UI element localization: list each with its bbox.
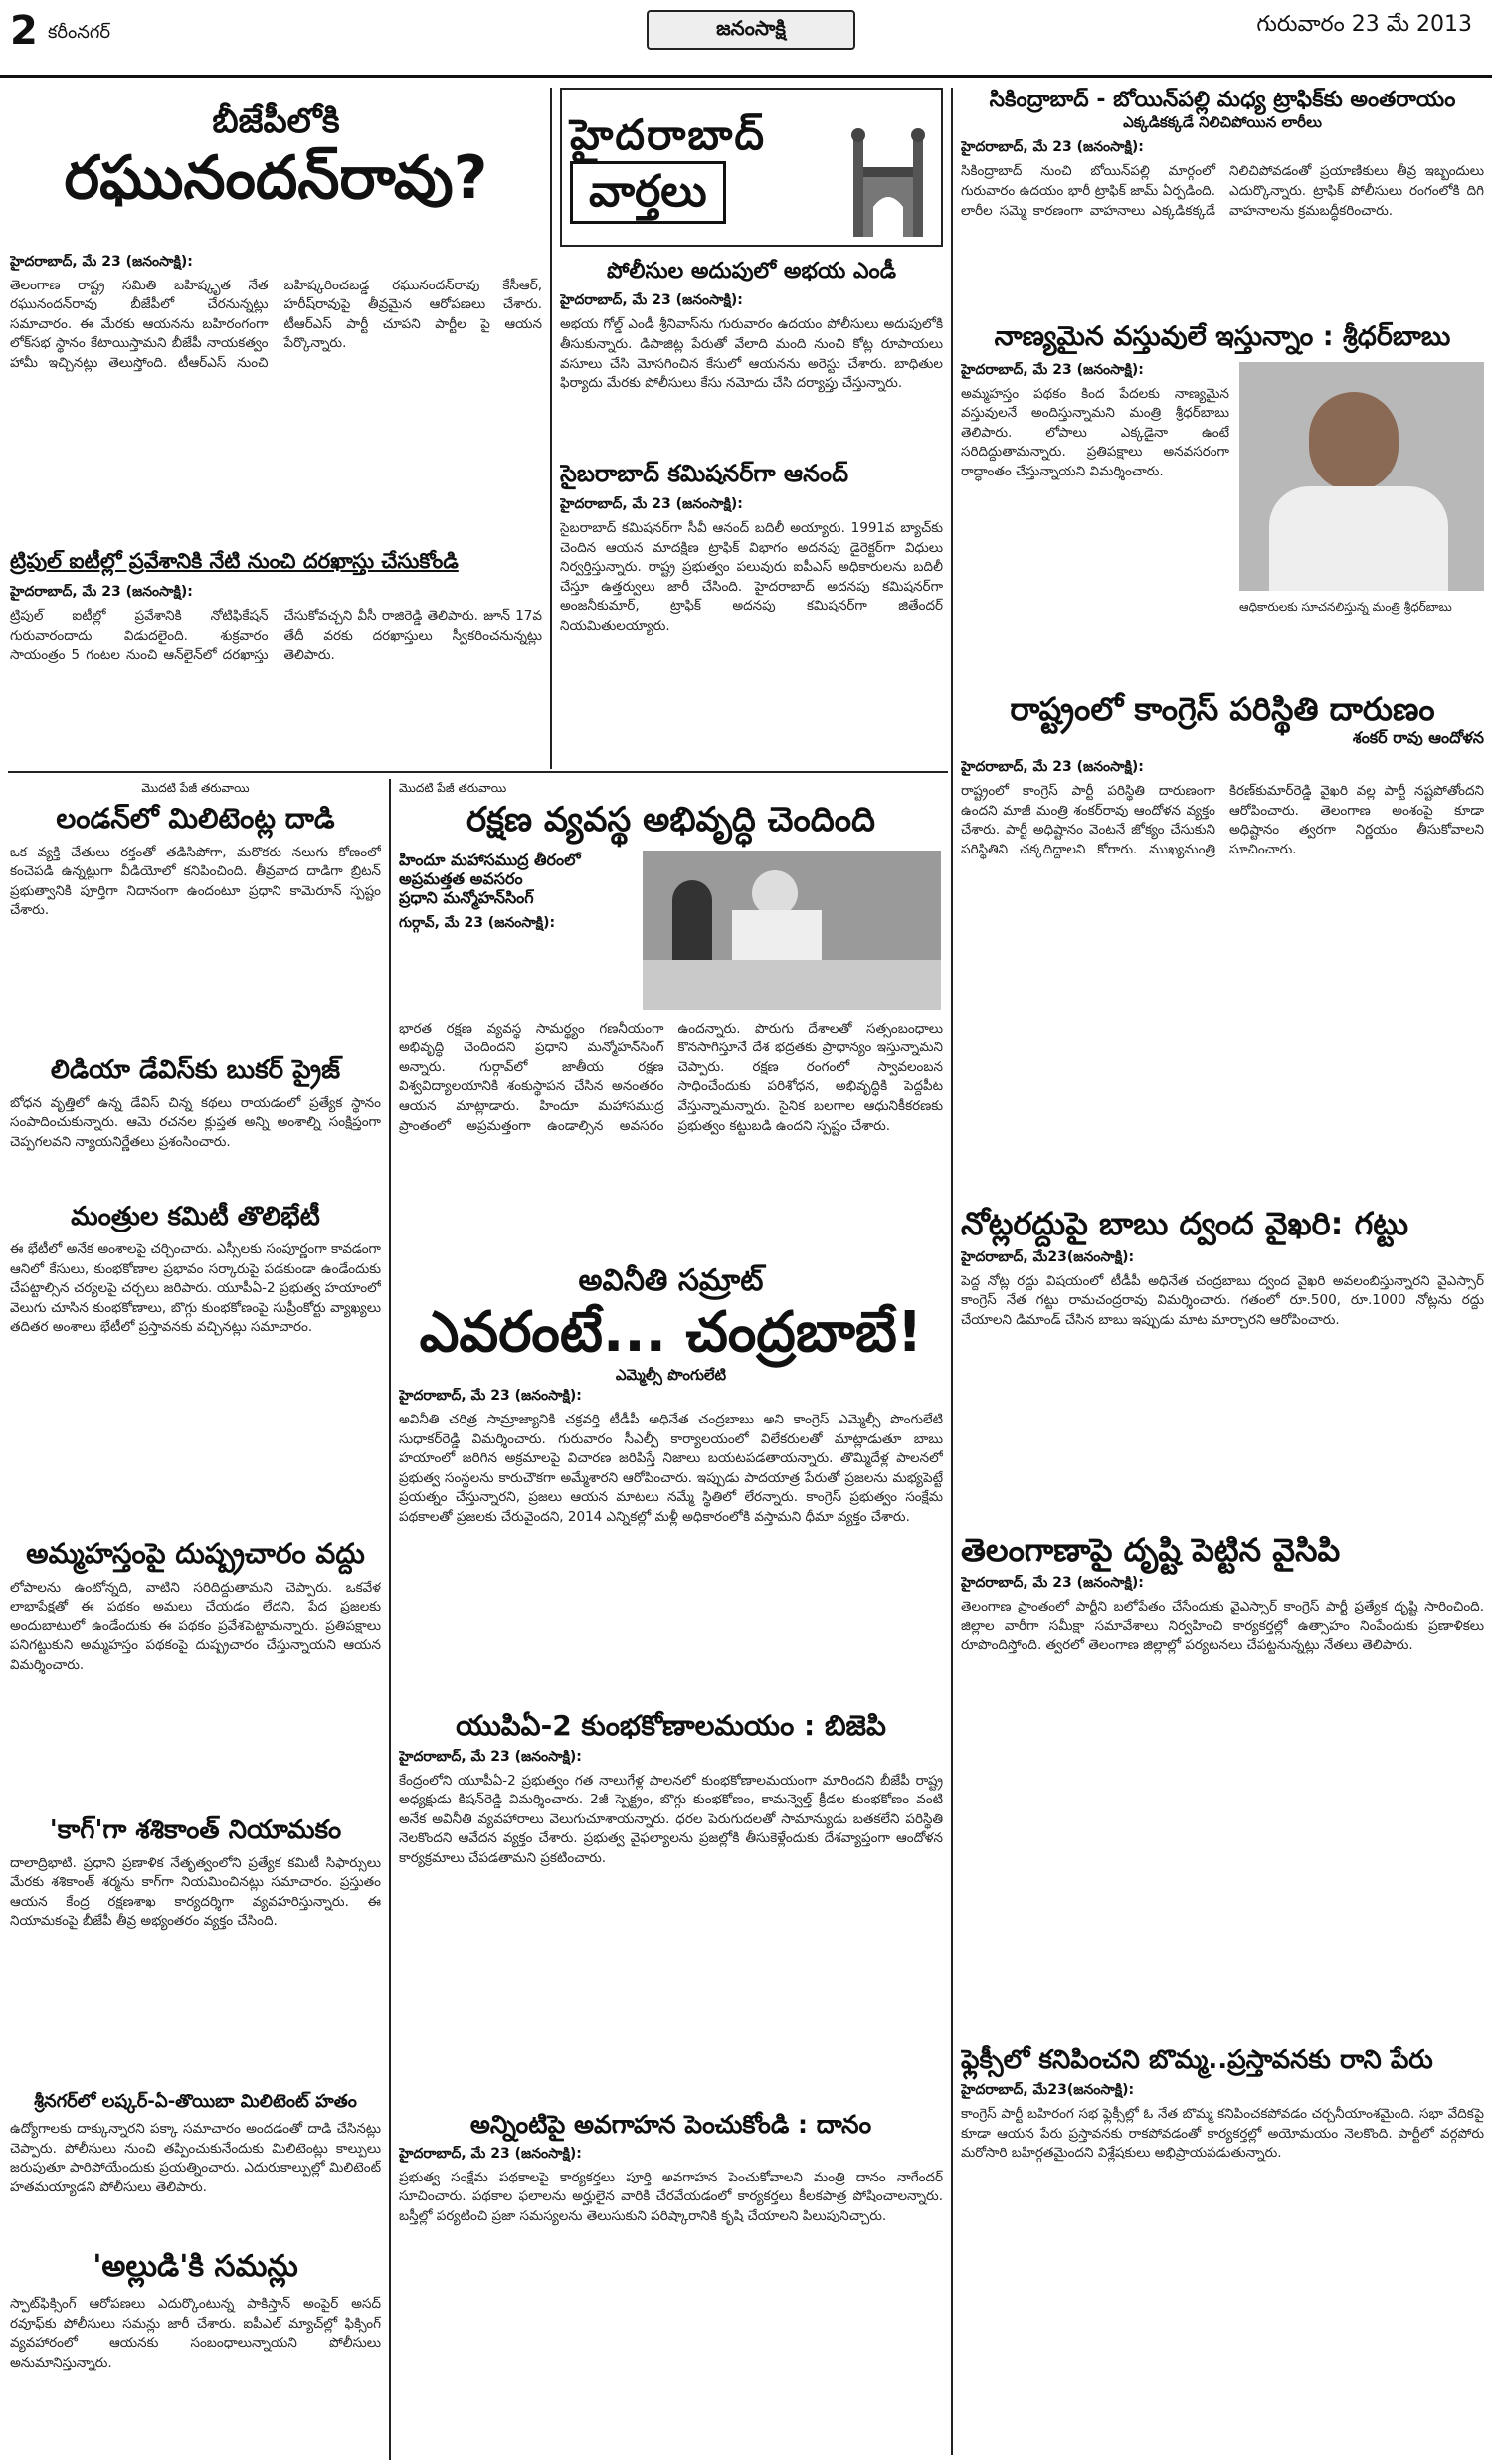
headline-iiit: ట్రిపుల్‌ ఐటీల్లో ప్రవేశానికి నేటి నుంచి దరఖాస్తు చేసుకోండి bbox=[10, 548, 459, 573]
charminar-icon bbox=[843, 97, 933, 237]
headline-srinagar: శ్రీనగర్‌లో లష్కర్‌-ఏ-తొయిబా మిలిటెంట్‌ హతం bbox=[34, 2090, 357, 2112]
headline-cag: 'కాగ్‌'గా శశికాంత్‌ నియామకం bbox=[49, 1814, 342, 1845]
byline: హైదరాబాద్‌, మే 23 (జనంసాక్షి): bbox=[560, 496, 743, 513]
defence-sub-3: ప్రధాని మన్మోహన్‌సింగ్‌ bbox=[399, 888, 534, 908]
headline-ysrcp: తెలంగాణాపై దృష్టి పెట్టిన వైసిపి bbox=[961, 1530, 1341, 1569]
headline-ammahastam: అమ్మహస్తంపై దుష్ప్రచారం వద్దు bbox=[26, 1536, 365, 1570]
article-body: ట్రిపుల్‌ ఐటీల్లో ప్రవేశానికి నోటిఫికేషన్‌ గురువారందాదు విడుదలైంది. శుక్రవారం సాయంత్రం 5 గంటల నుంచి ఆన్‌లైన్‌లో దరఖాస్తు చేసుకోవచ్చని వీసీ రాజిరెడ్డి తెలిపారు. జూన్‌ 17వ తేదీ వరకు దరఖాస్తులు స్వీకరించనున్నట్లు తెలిపారు. bbox=[10, 607, 542, 663]
byline: హైదరాబాద్‌, మే 23 (జనంసాక్షి): bbox=[10, 583, 193, 600]
column-right bbox=[961, 88, 1484, 2455]
continued-label: మొదటి పేజీ తరువాయి bbox=[399, 781, 507, 795]
headline-flexi: ఫ్లెక్సీలో కనిపించని బొమ్మ..ప్రస్తావనకు రాని పేరు bbox=[961, 2044, 1433, 2075]
article-body: తెలంగాణ రాష్ట్ర సమితి బహిష్కృత నేత రఘునందన్‌రావు బీజేపీలో చేరనున్నట్లు సమాచారం. ఈ మేరకు ఆయనను బహిరంగంగా లోక్‌సభ స్థానం కేటాయిస్తామని బీజేపీ నాయకత్వం హామీ ఇచ్చినట్లు తెలుస్తోంది. టీఆర్‌ఎస్‌ నుంచి బహిష్కరించబడ్డ రఘునందన్‌రావు కేసీఆర్‌, హరీష్‌రావుపై తీవ్రమైన ఆరోపణలు చేశారు. టీఆర్‌ఎస్‌ పార్టీ చూపని పార్టీల పై ఆయన పేర్కొన్నారు. bbox=[10, 277, 542, 372]
column-center-lower bbox=[399, 781, 943, 2457]
byline: హైదరాబాద్‌, మే 23 (జనంసాక్షి): bbox=[399, 1748, 582, 1765]
article-body: అమ్మహస్తం పథకం కింద పేదలకు నాణ్యమైన వస్తువులనే అందిస్తున్నామని మంత్రి శ్రీధర్‌బాబు తెలిపారు. లోపాలు ఎక్కడైనా ఉంటే సరిదిద్దుతామన్నారు. ప్రతిపక్షాలు అనవసరంగా రాద్ధాంతం చేస్తున్నాయని విమర్శించారు. bbox=[961, 385, 1229, 480]
article-body: కాంగ్రెస్‌ పార్టీ బహిరంగ సభ ఫ్లెక్సీల్లో ఓ నేత బొమ్మ కనిపించకపోవడం చర్చనీయాంశమైంది. సభా వేదికపై కూడా ఆయన పేరు ప్రస్తావనకు రాకపోవడంతో కార్యకర్తల్లో అయోమయం నెలకొంది. పార్టీలో వర్గపోరు మరోసారి బహిర్గతమైందని విశ్లేషకులు అభిప్రాయపడుతున్నారు. bbox=[961, 2106, 1484, 2162]
article-body: ఉద్యోగాలకు దాక్కున్నారని పక్కా సమాచారం అందడంతో దాడి చేసినట్లు చెప్పారు. పోలీసులు నుంచి తప్పించుకునేందుకు మిలిటెంట్లు కాల్పులు జరుపుతూ పారిపోయేందుకు ప్రయత్నించారు. ఎదురుకాల్పుల్లో మిలిటెంట్‌ హతమయ్యాడని పోలీసులు తెలిపారు. bbox=[10, 2121, 381, 2196]
article-body: భారత రక్షణ వ్యవస్థ సామర్థ్యం గణనీయంగా అభివృద్ధి చెందిందని ప్రధాని మన్మోహన్‌సింగ్‌ అన్నారు. గుర్గావ్‌లో జాతీయ రక్షణ విశ్వవిద్యాలయానికి శంకుస్థాపన చేసిన అనంతరం ఆయన మాట్లాడారు. హిందూ మహాసముద్ర ప్రాంతంలో అప్రమత్తంగా ఉండాల్సిన అవసరం ఉందన్నారు. పొరుగు దేశాలతో సత్సంబంధాలు కొనసాగిస్తూనే దేశ భద్రతకు ప్రాధాన్యం ఇస్తున్నామని చెప్పారు. రక్షణ రంగంలో స్వావలంబన సాధించేందుకు పరిశోధన, అభివృద్ధికి పెద్దపీట వేస్తున్నామన్నారు. సైనిక బలగాల ఆధునికీకరణకు ప్రభుత్వం కట్టుబడి ఉందని స్పష్టం చేశారు. bbox=[399, 1020, 943, 1134]
article-body: సైబరాబాద్‌ కమిషనర్‌గా సీవీ ఆనంద్‌ బదిలీ అయ్యారు. 1991వ బ్యాచ్‌కు చెందిన ఆయన మాదక్షిణ ట్రాఫిక్‌ విభాగం అదనపు డైరెక్టర్‌గా విధులు నిర్వర్తిస్తున్నారు. రాష్ట్ర ప్రభుత్వం పలువురు ఐపీఎస్‌ అధికారులను బదిలీ చేస్తూ ఉత్తర్వులు జారీ చేసింది. హైదరాబాద్‌ అదనపు కమిషనర్‌గా అంజనీకుమార్‌, ట్రాఫిక్‌ అదనపు కమిషనర్‌గా జితేందర్‌ నియమితులయ్యారు. bbox=[560, 520, 943, 634]
article-body: కేంద్రంలోని యూపీఏ-2 ప్రభుత్వం గత నాలుగేళ్ల పాలనలో కుంభకోణాలమయంగా మారిందని బీజేపీ రాష్ట్ర అధ్యక్షుడు కిషన్‌రెడ్డి విమర్శించారు. 2జీ స్పెక్ట్రం, బొగ్గు కుంభకోణం, కామన్వెల్త్‌ క్రీడల కుంభకోణం వంటి అనేక అవినీతి వ్యవహారాలు వెలుగుచూశాయన్నారు. ధరల పెరుగుదలతో సామాన్యుడు బతకలేని పరిస్థితి నెలకొందని ఆవేదన వ్యక్తం చేశారు. ప్రభుత్వ వైఫల్యాలను ప్రజల్లోకి తీసుకెళ్లేందుకు దేశవ్యాప్తంగా ఆందోళన కార్యక్రమాలు చేపడతామని ప్రకటించారు. bbox=[399, 1772, 943, 1866]
photo-prime-minister bbox=[643, 851, 941, 1010]
article-body: అభయ గోల్డ్‌ ఎండీ శ్రీనివాస్‌ను గురువారం ఉదయం పోలీసులు అదుపులోకి తీసుకున్నారు. డిపాజిట్ల పేరుతో వేలాది మంది నుంచి కోట్ల రూపాయలు వసూలు చేసి మోసగించిన కేసులో ఆయనను అరెస్టు చేశారు. బాధితుల ఫిర్యాదు మేరకు పోలీసులు కేసు నమోదు చేసి దర్యాప్తు చేస్తున్నారు. bbox=[560, 316, 943, 392]
headline-alludi: 'అల్లుడి'కి సమన్లు bbox=[93, 2249, 298, 2285]
article-body: స్పాట్‌ఫిక్సింగ్‌ ఆరోపణలు ఎదుర్కొంటున్న పాకిస్తాన్‌ అంపైర్‌ అసద్‌ రవూఫ్‌కు పోలీసులు సమన్లు జారీ చేశారు. ఐపీఎల్‌ మ్యాచ్‌ల్లో ఫిక్సింగ్‌ వ్యవహారంలో ఆయనకు సంబంధాలున్నాయని పోలీసులు అనుమానిస్తున్నారు. bbox=[10, 2296, 381, 2371]
column-divider bbox=[389, 779, 391, 2460]
byline: హైదరాబాద్‌, మే 23 (జనంసాక్షి): bbox=[560, 292, 743, 309]
page-number: 2 bbox=[10, 8, 38, 54]
headline-awareness: అన్నింటిపై అవగాహన పెంచుకోండి : దానం bbox=[469, 2109, 872, 2139]
headline-cyberabad: సైబరాబాద్‌ కమిషనర్‌గా ఆనంద్‌ bbox=[560, 460, 849, 488]
article-body: ప్రభుత్వ సంక్షేమ పథకాలపై కార్యకర్తలు పూర్తి అవగాహన పెంచుకోవాలని మంత్రి దానం నాగేందర్‌ సూచించారు. పథకాల ఫలాలను అర్హులైన వారికి చేరవేయడంలో కార్యకర్తలు కీలకపాత్ర పోషించాలన్నారు. బస్తీల్లో పర్యటించి ప్రజా సమస్యలను తెలుసుకుని పరిష్కారానికి కృషి చేయాలని పిలుపునిచ్చారు. bbox=[399, 2169, 943, 2224]
defence-sub-1: హిందూ మహాసముద్ర తీరంలో bbox=[399, 850, 581, 869]
column-divider bbox=[550, 88, 552, 769]
byline: హైదరాబాద్‌, మే 23 (జనంసాక్షి): bbox=[961, 759, 1144, 776]
byline: హైదరాబాద్‌, మే 23 (జనంసాక్షి): bbox=[961, 1574, 1144, 1591]
headline-traffic: సికింద్రాబాద్‌ - బోయిన్‌పల్లి మధ్య ట్రాఫిక్‌కు అంతరాయం bbox=[989, 88, 1456, 112]
headline-congress: రాష్ట్రంలో కాంగ్రెస్‌ పరిస్థితి దారుణం bbox=[1010, 689, 1435, 728]
column-divider bbox=[951, 88, 953, 2455]
headline-congress-sub: శంకర్‌ రావు ఆందోళన bbox=[1352, 728, 1484, 748]
newspaper-logo: జనంసాక్షి bbox=[647, 10, 855, 50]
banner-subtitle: వార్తలు bbox=[570, 161, 726, 224]
section-hyderabad-news bbox=[560, 88, 943, 764]
article-bjp-raghunandan bbox=[10, 88, 542, 764]
headline-police: పోలీసుల అదుపులో అభయ ఎండీ bbox=[607, 259, 896, 284]
byline: హైదరాబాద్‌, మే 23 (జనంసాక్షి): bbox=[399, 1387, 582, 1404]
headline-corruption-1: అవినీతి సమ్రాట్‌ bbox=[578, 1262, 764, 1298]
masthead bbox=[0, 0, 1492, 78]
headline-defence: రక్షణ వ్యవస్థ అభివృద్ధి చెందింది bbox=[466, 800, 875, 840]
edition-name: కరీంనగర్ bbox=[48, 22, 110, 43]
article-body: దాలాద్రిభాటి. ప్రధాని ప్రణాళిక నేతృత్వంలోని ప్రత్యేక కమిటీ సిఫార్సులు మేరకు శశికాంత్‌ శర్మను కాగ్‌గా నియమించినట్లు సమాచారం. ప్రస్తుతం ఆయన కేంద్ర రక్షణశాఖ కార్యదర్శిగా వ్యవహరిస్తున్నారు. ఈ నియామకంపై బీజేపీ తీవ్ర అభ్యంతరం వ్యక్తం చేసింది. bbox=[10, 1854, 381, 1930]
byline: హైదరాబాద్‌, మే 23 (జనంసాక్షి): bbox=[961, 361, 1144, 378]
column-left-lower bbox=[10, 781, 381, 2457]
article-body: లోపాలను ఉంటోన్నది, వాటిని సరిదిద్దుతామని చెప్పారు. ఒకవేళ లాభాపేక్షతో ఈ పథకం అమలు చేయడం లేదని, పేద ప్రజలకు అందుబాటులో ఉండేందుకు ఈ పథకం ప్రవేశపెట్టామన్నారు. ప్రతిపక్షాలు పనిగట్టుకుని అమ్మహస్తం పథకంపై దుష్ప్రచారం చేస్తున్నాయని ఆయన విమర్శించారు. bbox=[10, 1579, 381, 1673]
byline: గుర్గావ్‌, మే 23 (జనంసాక్షి): bbox=[399, 915, 556, 932]
headline-bjp-2: రఘునందన్‌రావు? bbox=[64, 142, 488, 213]
byline: హైదరాబాద్‌, మే23(జనంసాక్షి): bbox=[961, 1248, 1135, 1265]
headline-booker: లిడియా డేవిస్‌కు బుకర్‌ ప్రైజ్‌ bbox=[50, 1054, 341, 1085]
defence-sub-2: అప్రమత్తత అవసరం bbox=[399, 868, 523, 888]
article-body: సికింద్రాబాద్‌ నుంచి బోయిన్‌పల్లి మార్గంలో గురువారం ఉదయం భారీ ట్రాఫిక్‌ జామ్‌ ఏర్పడింది. లారీల సమ్మె కారణంగా వాహనాలు ఎక్కడికక్కడే నిలిచిపోవడంతో ప్రయాణికులు తీవ్ర ఇబ్బందులు ఎదుర్కొన్నారు. ట్రాఫిక్‌ పోలీసులు రంగంలోకి దిగి వాహనాలను క్రమబద్ధీకరించారు. bbox=[961, 163, 1484, 219]
article-body: రాష్ట్రంలో కాంగ్రెస్‌ పార్టీ పరిస్థితి దారుణంగా ఉందని మాజీ మంత్రి శంకర్‌రావు ఆందోళన వ్యక్తం చేశారు. పార్టీ అధిష్టానం వెంటనే జోక్యం చేసుకుని పరిస్థితిని చక్కదిద్దాలని కోరారు. ముఖ్యమంత్రి కిరణ్‌కుమార్‌రెడ్డి వైఖరి వల్ల పార్టీ నష్టపోతోందని ఆరోపించారు. తెలంగాణ అంశంపై కూడా అధిష్టానం త్వరగా నిర్ణయం తీసుకోవాలని సూచించారు. bbox=[961, 783, 1484, 857]
byline: హైదరాబాద్‌, మే 23 (జనంసాక్షి): bbox=[10, 253, 193, 270]
headline-corruption-2: ఎవరంటే... చంద్రబాబే! bbox=[419, 1299, 923, 1365]
byline: హైదరాబాద్‌, మే 23 (జనంసాక్షి): bbox=[399, 2145, 582, 2162]
headline-bjp-1: బీజేపీలోకి bbox=[212, 101, 340, 141]
article-body: పెద్ద నోట్ల రద్దు విషయంలో టీడీపీ అధినేత చంద్రబాబు ద్వంద వైఖరి అవలంబిస్తున్నారని వైఎస్సార్‌ కాంగ్రెస్‌ నేత గట్టు రామచంద్రరావు విమర్శించారు. గతంలో రూ.500, రూ.1000 నోట్లను రద్దు చేయాలని డిమాండ్‌ చేసిన బాబు ఇప్పుడు మాట మార్చారని ఆరోపించారు. bbox=[961, 1272, 1484, 1328]
banner-title: హైదరాబాద్‌ bbox=[570, 110, 767, 160]
headline-upa: యుపిఏ-2 కుంభకోణాలమయం : బిజెపి bbox=[456, 1708, 886, 1742]
headline-london: లండన్‌లో మిలిటెంట్ల దాడి bbox=[56, 802, 335, 835]
article-body: తెలంగాణ ప్రాంతంలో పార్టీని బలోపేతం చేసేందుకు వైఎస్సార్‌ కాంగ్రెస్‌ పార్టీ ప్రత్యేక దృష్టి సారించింది. జిల్లాల వారీగా సమీక్షా సమావేశాలు నిర్వహించి కార్యకర్తల్లో ఉత్సాహం నింపేందుకు ప్రణాళికలు రూపొందిస్తోంది. త్వరలో తెలంగాణ జిల్లాల్లో పర్యటనలు చేపట్టనున్నట్లు నేతలు తెలిపారు. bbox=[961, 1598, 1484, 1654]
headline-ministers: మంత్రుల కమిటీ తొలిభేటీ bbox=[71, 1201, 320, 1232]
headline-traffic-sub: ఎక్కడికక్కడే నిలిచిపోయిన లారీలు bbox=[1123, 113, 1322, 132]
article-body: బోధన వృత్తిలో ఉన్న డేవిస్‌ చిన్న కథలు రాయడంలో ప్రత్యేక స్థానం సంపాదించుకున్నారు. ఆమె రచనల క్లుప్తత అన్ని అంశాల్ని సంక్షిప్తంగా చెప్పగలవని న్యాయనిర్ణేతలు ప్రశంసించారు. bbox=[10, 1094, 381, 1150]
byline: హైదరాబాద్‌, మే 23 (జనంసాక్షి): bbox=[961, 139, 1144, 156]
continued-label: మొదటి పేజీ తరువాయి bbox=[141, 781, 250, 795]
section-divider bbox=[8, 771, 948, 773]
article-body: అవినీతి చరిత్ర సామ్రాజ్యానికి చక్రవర్తి టీడీపీ అధినేత చంద్రబాబు అని కాంగ్రెస్‌ ఎమ్మెల్సీ పొంగులేటి సుధాకర్‌రెడ్డి విమర్శించారు. గురువారం సీఎల్పీ కార్యాలయంలో విలేకరులతో మాట్లాడుతూ బాబు హయాంలో జరిగిన అక్రమాలపై విచారణ జరిపిస్తే నిజాలు బయటపడతాయన్నారు. తొమ్మిదేళ్ల పాలనలో ప్రభుత్వ సంస్థలను కారుచౌకగా అమ్మేశారని ఆరోపించారు. ఇప్పుడు పాదయాత్ర పేరుతో ప్రజలను మభ్యపెట్టే ప్రయత్నం చేస్తున్నారని, ప్రజలు ఆయన మాటలు నమ్మే స్థితిలో లేరన్నారు. కాంగ్రెస్‌ ప్రభుత్వం సంక్షేమ పథకాలతో ప్రజలకు చేరువైందని, 2014 ఎన్నికల్లో మళ్లీ అధికారంలోకి వస్తామని ధీమా వ్యక్తం చేశారు. bbox=[399, 1411, 943, 1525]
article-body: ఒక వ్యక్తి చేతులు రక్తంతో తడిసిపోగా, మరొకరు నలుగు కోణంలో కంచెపడి ఉన్నట్లుగా వీడియోలో కనిపించింది. తీవ్రవాద దాడిగా బ్రిటన్‌ ప్రభుత్వానికి పూర్తిగా నిదానంగా ఉందంటూ ప్రధాని కామెరూన్‌ స్పష్టం చేశారు. bbox=[10, 844, 381, 919]
headline-corruption-sub: ఎమ్మెల్సీ పొంగులేటి bbox=[615, 1365, 727, 1384]
article-body: ఈ భేటీలో అనేక అంశాలపై చర్చించారు. ఎస్సీలకు సంపూర్ణంగా కావడంగా ఆనిలో కేసులు, కుంభకోణాల ప్రభావం సర్కారుపై పడకుండా ఉండేందుకు చేపట్టాల్సిన చర్యలపై చర్చలు జరిపారు. యూపీఏ-2 ప్రభుత్వ హయాంలో వెలుగు చూసిన కుంభకోణాలు, బొగ్గు కుంభకోణంపై సుప్రీంకోర్టు వ్యాఖ్యలు తదితర అంశాలు భేటీలో ప్రస్తావనకు వచ్చినట్లు సమాచారం. bbox=[10, 1240, 381, 1336]
headline-notes: నోట్లరద్దుపై బాబు ద్వంద వైఖరి: గట్టు bbox=[961, 1205, 1409, 1243]
headline-sridhar: నాణ్యమైన వస్తువులే ఇస్తున్నాం : శ్రీధర్‌బాబు bbox=[994, 321, 1451, 353]
byline: హైదరాబాద్‌, మే23(జనంసాక్షి): bbox=[961, 2082, 1135, 2099]
issue-date: గురువారం 23 మే 2013 bbox=[1256, 12, 1472, 37]
hyderabad-banner bbox=[560, 88, 943, 247]
photo-sridhar-babu bbox=[1239, 362, 1484, 591]
photo-caption: ఆధికారులకు సూచనలిస్తున్న మంత్రి శ్రీధర్‌బాబు bbox=[1239, 599, 1452, 614]
